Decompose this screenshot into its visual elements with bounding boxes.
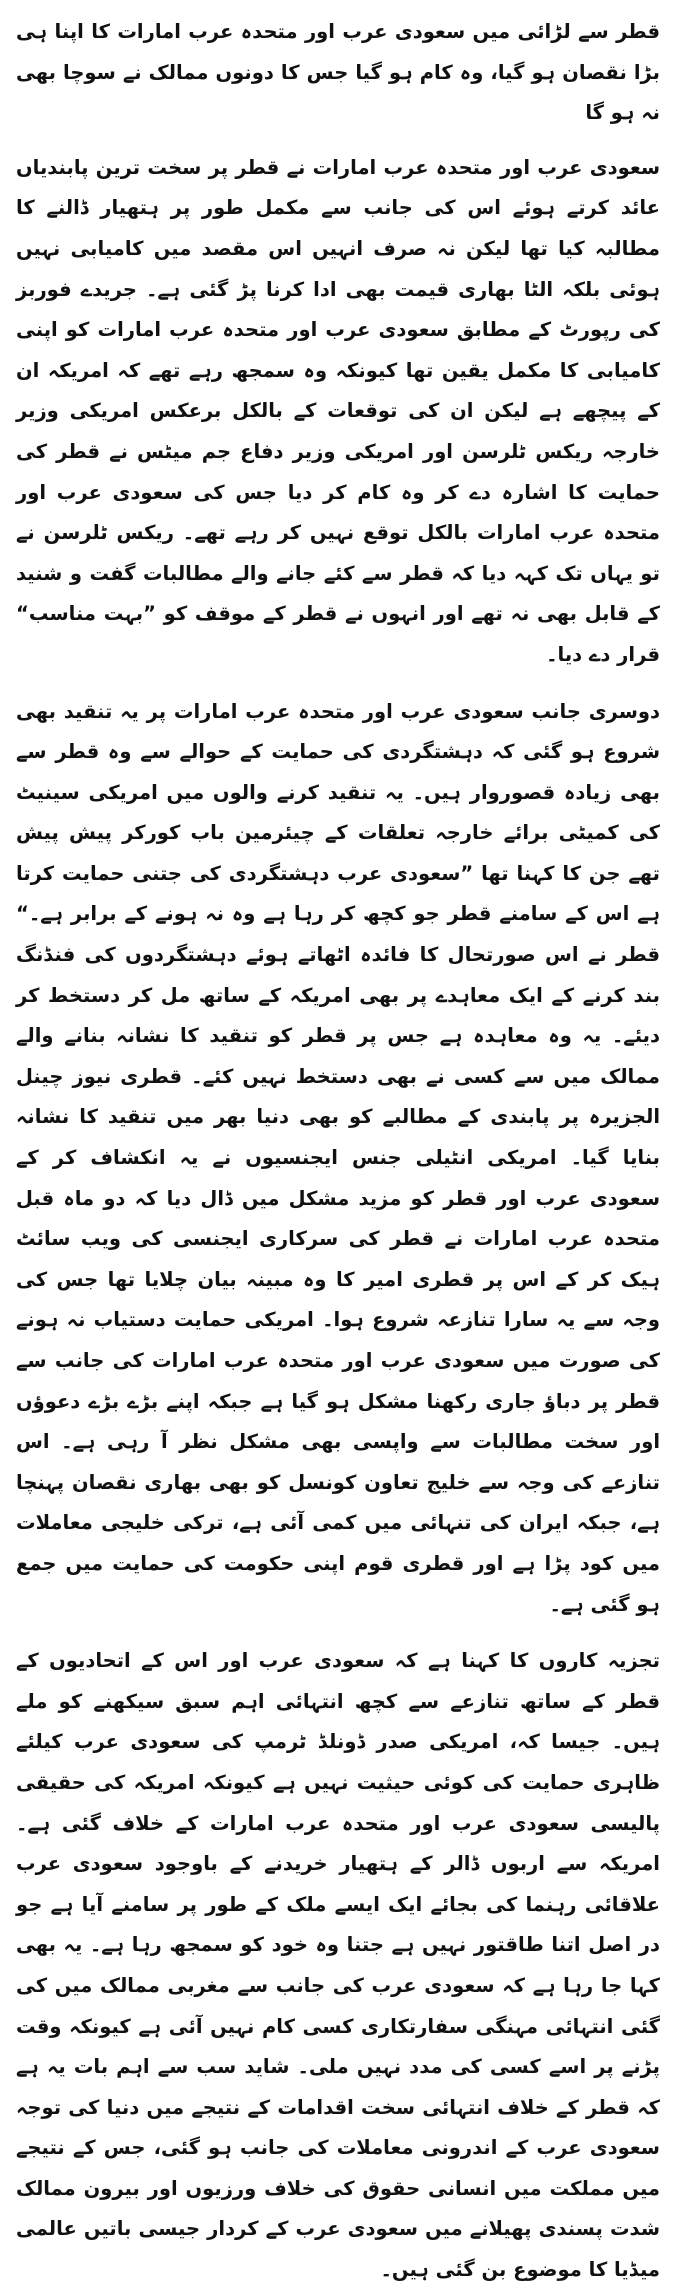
article-headline: قطر سے لڑائی میں سعودی عرب اور متحدہ عرب امارات کا اپنا ہی بڑا نقصان ہو گیا، وہ کام ہو گیا جس کا دونوں ممالک نے سوچا بھی نہ ہو گا bbox=[16, 20, 660, 125]
article-paragraph-2: دوسری جانب سعودی عرب اور متحدہ عرب امارات پر یہ تنقید بھی شروع ہو گئی کہ دہشتگردی کی حمایت کے حوالے سے وہ قطر سے بھی زیادہ قصوروار ہیں۔ یہ تنقید کرنے والوں میں امریکی سینیٹ کی کمیٹی برائے خارجہ تعلقات کے چیئرمین باب کورکر پیش پیش تھے جن کا کہنا تھا ”سعودی عرب دہشتگردی کی جتنی حمایت کرتا ہے اس کے سامنے قطر جو کچھ کر رہا ہے وہ نہ ہونے کے برابر ہے۔“ قطر نے اس صورتحال کا فائدہ اٹھاتے ہوئے دہشتگردوں کی فنڈنگ بند کرنے کے ایک معاہدے پر بھی امریکہ کے ساتھ مل کر دستخط کر دیئے۔ یہ وہ معاہدہ ہے جس پر قطر کو تنقید کا نشانہ بنانے والے ممالک میں سے کسی نے بھی دستخط نہیں کئے۔ قطری نیوز چینل الجزیرہ پر پابندی کے مطالبے کو بھی دنیا بھر میں تنقید کا نشانہ بنایا گیا۔ امریکی انٹیلی جنس ایجنسیوں نے یہ انکشاف کر کے سعودی عرب اور قطر کو مزید مشکل میں ڈال دیا کہ دو ماہ قبل متحدہ عرب امارات نے قطر کی سرکاری ایجنسی کی ویب سائٹ ہیک کر کے اس پر قطری امیر کا وہ مبینہ بیان چلایا تھا جس کی وجہ سے یہ سارا تنازعہ شروع ہوا۔ امریکی حمایت دستیاب نہ ہونے کی صورت میں سعودی عرب اور متحدہ عرب امارات کی جانب سے قطر پر دباؤ جاری رکھنا مشکل ہو گیا ہے جبکہ اپنے بڑے بڑے دعوؤں اور سخت مطالبات سے واپسی بھی مشکل نظر آ رہی ہے۔ اس تنازعے کی وجہ سے خلیج تعاون کونسل کو بھی بھاری نقصان پہنچا ہے، جبکہ ایران کی تنہائی میں کمی آئی ہے، ترکی خلیجی معاملات میں کود پڑا ہے اور قطری قوم اپنی حکومت کی حمایت میں جمع ہو گئی ہے۔ bbox=[16, 699, 660, 1616]
article-paragraph-3: تجزیہ کاروں کا کہنا ہے کہ سعودی عرب اور اس کے اتحادیوں کے قطر کے ساتھ تنازعے سے کچھ انتہائی اہم سبق سیکھنے کو ملے ہیں۔ جیسا کہ، امریکی صدر ڈونلڈ ٹرمپ کی سعودی عرب کیلئے ظاہری حمایت کی کوئی حیثیت نہیں ہے کیونکہ امریکہ کی حقیقی پالیسی سعودی عرب اور متحدہ عرب امارات کے خلاف گئی ہے۔ امریکہ سے اربوں ڈالر کے ہتھیار خریدنے کے باوجود سعودی عرب علاقائی رہنما کی بجائے ایک ایسے ملک کے طور پر سامنے آیا ہے جو در اصل اتنا طاقتور نہیں ہے جتنا وہ خود کو سمجھ رہا ہے۔ یہ بھی کہا جا رہا ہے کہ سعودی عرب کی جانب سے مغربی ممالک میں کی گئی انتہائی مہنگی سفارتکاری کسی کام نہیں آئی ہے کیونکہ وقت پڑنے پر اسے کسی کی مدد نہیں ملی۔ شاید سب سے اہم بات یہ ہے کہ قطر کے خلاف انتہائی سخت اقدامات کے نتیجے میں دنیا کی توجہ سعودی عرب کے اندرونی معاملات کی جانب ہو گئی، جس کے نتیجے میں مملکت میں انسانی حقوق کی خلاف ورزیوں اور بیرون ممالک شدت پسندی پھیلانے میں سعودی عرب کے کردار جیسی باتیں عالمی میڈیا کا موضوع بن گئی ہیں۔ bbox=[16, 1649, 660, 2282]
article-paragraph-1: سعودی عرب اور متحدہ عرب امارات نے قطر پر سخت ترین پابندیاں عائد کرتے ہوئے اس کی جانب سے مکمل طور پر ہتھیار ڈالنے کا مطالبہ کیا تھا لیکن نہ صرف انہیں اس مقصد میں کامیابی نہیں ہوئی بلکہ الٹا بھاری قیمت بھی ادا کرنا پڑ گئی ہے۔ جریدے فوربز کی رپورٹ کے مطابق سعودی عرب اور متحدہ عرب امارات کو اپنی کامیابی کا مکمل یقین تھا کیونکہ وہ سمجھ رہے تھے کہ امریکہ ان کے پیچھے ہے لیکن ان کی توقعات کے بالکل برعکس امریکی وزیر خارجہ ریکس ٹلرسن اور امریکی وزیر دفاع جم میٹس نے قطر کی حمایت کا اشارہ دے کر وہ کام کر دیا جس کی سعودی عرب اور متحدہ عرب امارات بالکل توقع نہیں کر رہے تھے۔ ریکس ٹلرسن نے تو یہاں تک کہہ دیا کہ قطر سے کئے جانے والے مطالبات گفت و شنید کے قابل بھی نہ تھے اور انہوں نے قطر کے موقف کو ”بہت مناسب“ قرار دے دیا۔ bbox=[16, 155, 660, 666]
